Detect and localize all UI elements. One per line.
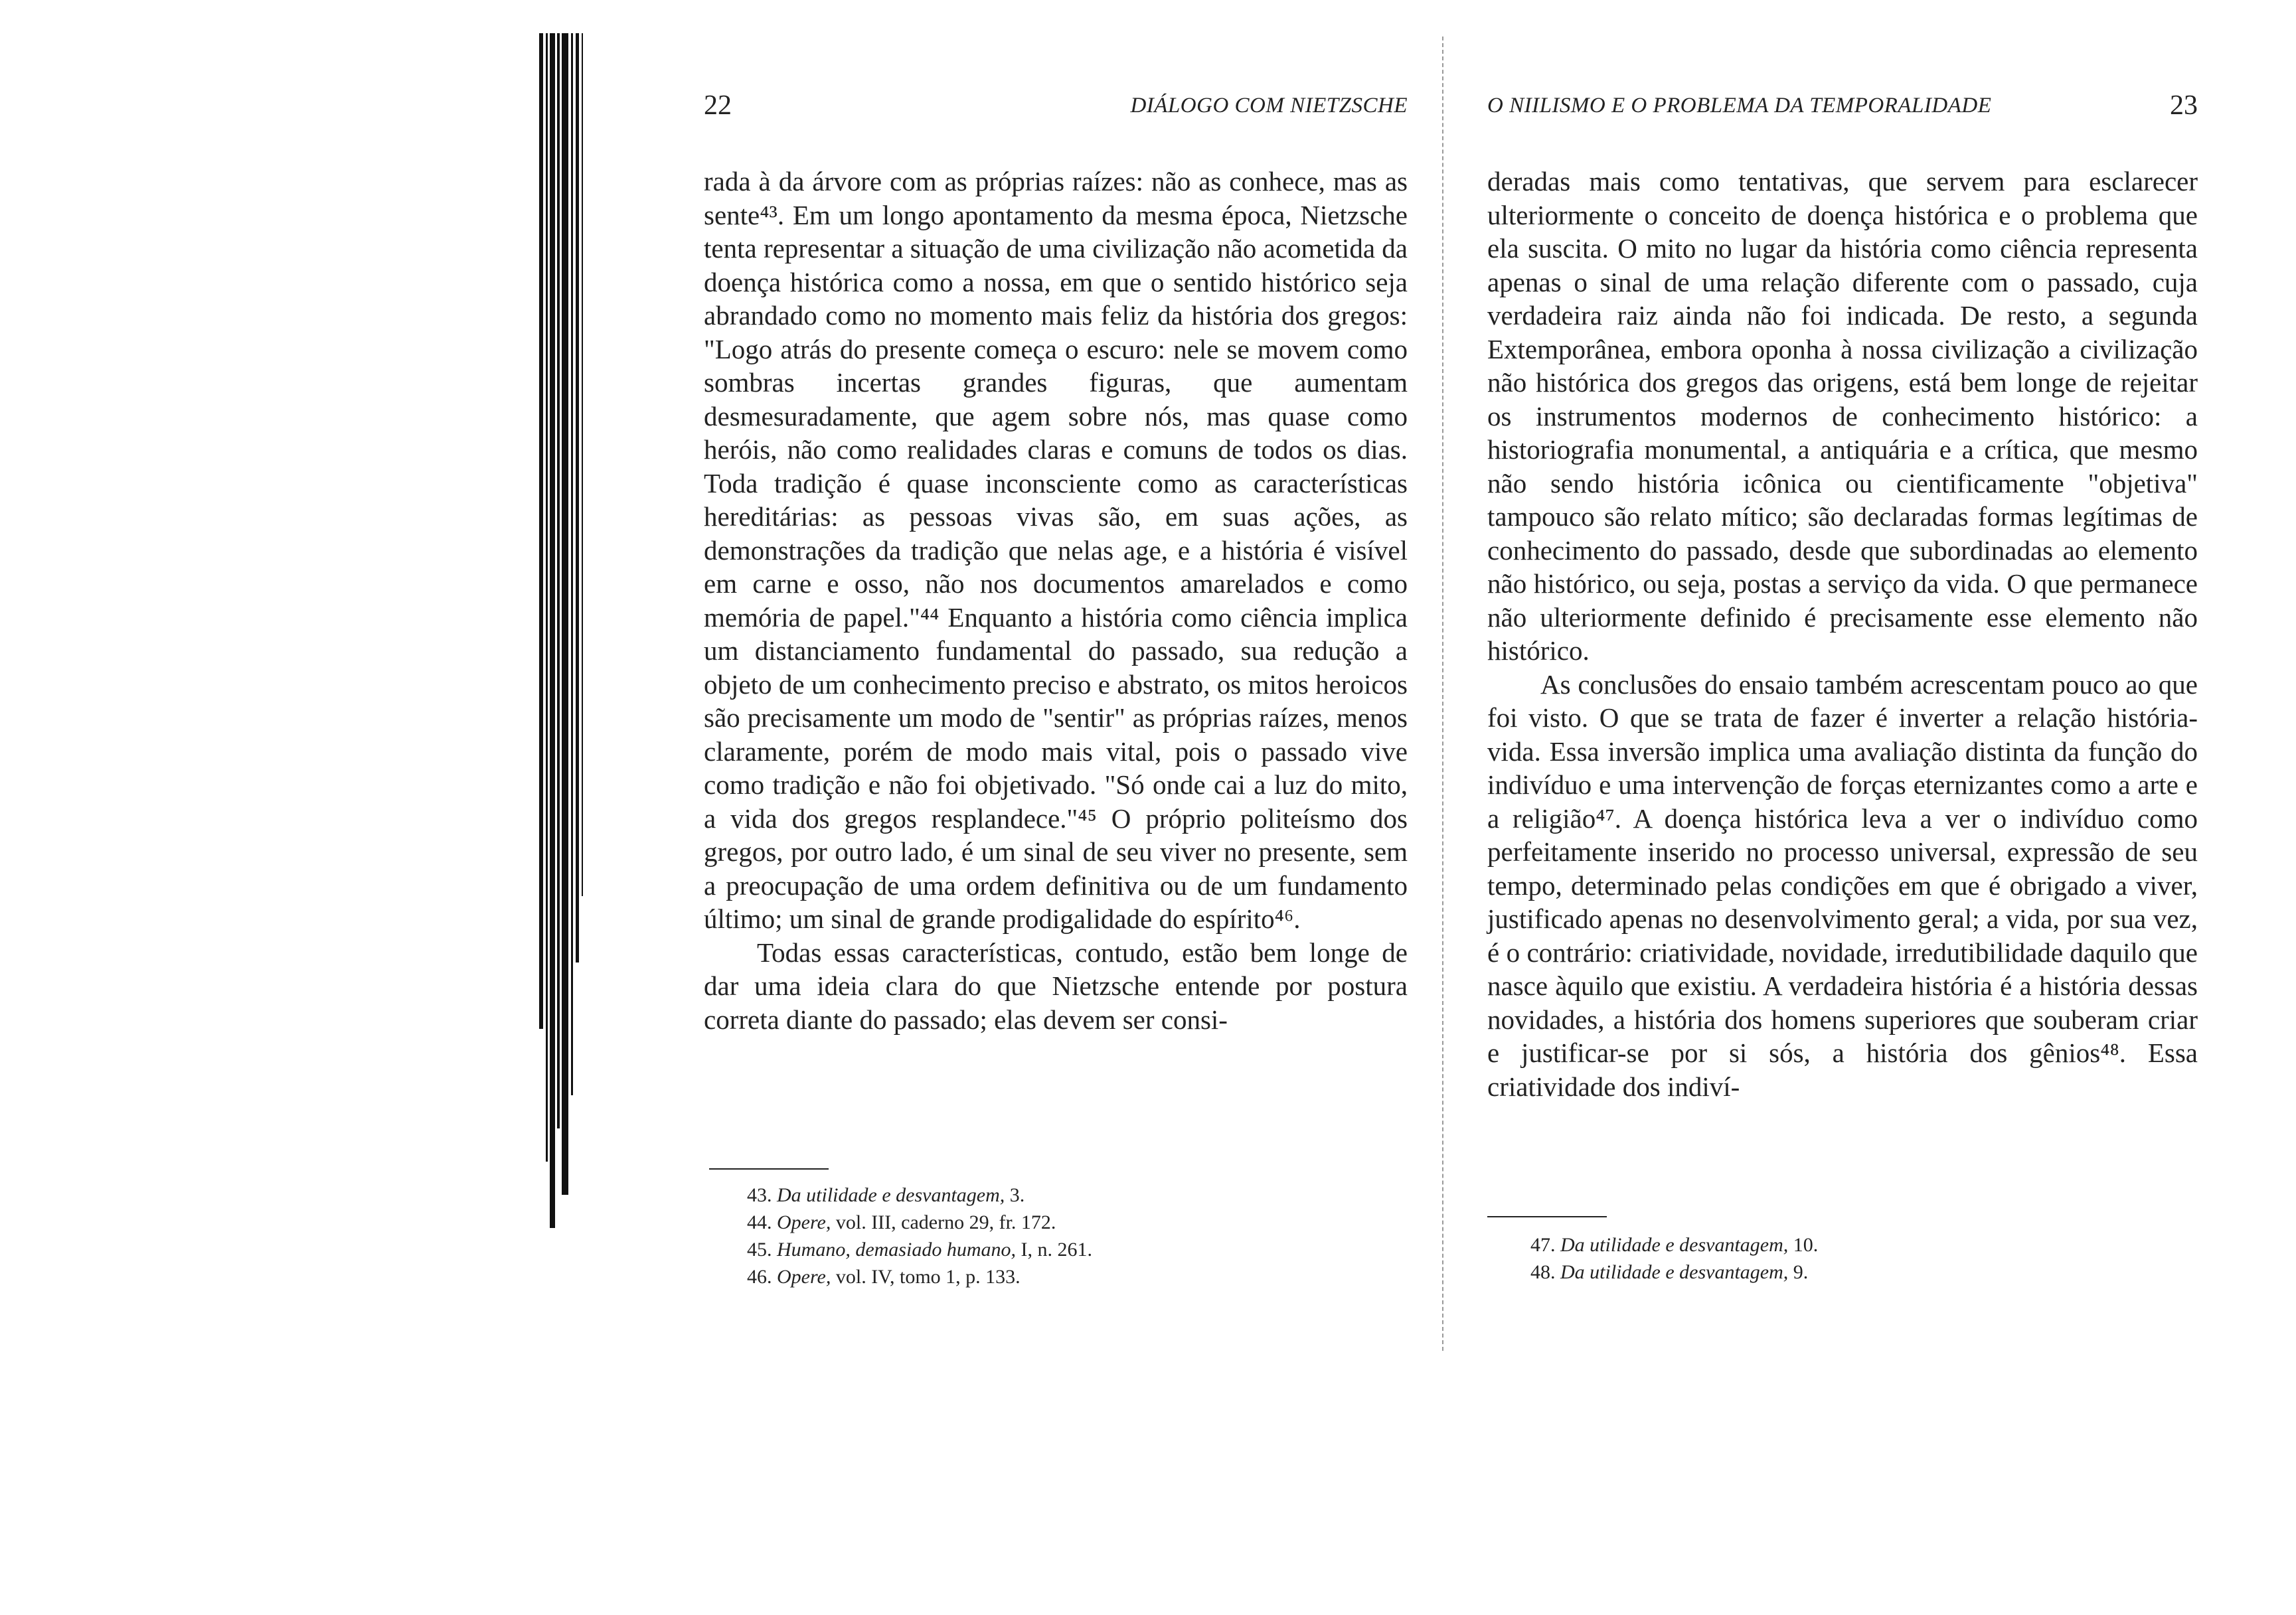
footnote: 43. Da utilidade e desvantagem, 3. — [747, 1184, 1025, 1206]
footnote-rule — [709, 1168, 829, 1170]
left-footnotes — [747, 1182, 1092, 1290]
scan-gutter-shadow — [539, 33, 586, 1294]
footnote: 48. Da utilidade e desvantagem, 9. — [1530, 1261, 1809, 1283]
left-page-header — [704, 90, 1408, 129]
right-footnotes — [1530, 1231, 1818, 1286]
footnote-rule — [1487, 1216, 1607, 1217]
left-page-body — [704, 165, 1408, 1036]
footnote: 47. Da utilidade e desvantagem, 10. — [1530, 1234, 1819, 1256]
paragraph: As conclusões do ensaio também acrescentam pouco ao que foi visto. O que se trata de fazer é inverter a relação história-vida. Essa inversão implica uma avaliação distinta da função do indivíduo e uma intervenção de forças eternizantes como a arte e a religião⁴⁷. A doença histórica leva a ver o indivíduo como perfeitamente inserido no processo universal, expressão de seu tempo, determinado pelas condições em que é obrigado a viver, justificado apenas no desenvolvimento geral; a vida, por sua vez, é o contrário: criatividade, novidade, irredutibilidade daquilo que nasce àquilo que existiu. A verdadeira história é a história dessas novidades, a história dos homens superiores que souberam criar e justificar-se por si sós, a história dos gênios⁴⁸. Essa criatividade dos indiví- — [1487, 668, 2198, 1102]
right-page-number: 23 — [2170, 90, 2198, 121]
footnote: 46. Opere, vol. IV, tomo 1, p. 133. — [747, 1266, 1021, 1288]
paragraph: Todas essas características, contudo, estão bem longe de dar uma ideia clara do que Nietzsche entende por postura correta diante do passado; elas devem ser consi- — [704, 937, 1408, 1035]
footnote: 45. Humano, demasiado humano, I, n. 261. — [747, 1239, 1092, 1261]
left-page-number: 22 — [704, 90, 732, 121]
book-fold-line — [1442, 37, 1443, 1351]
right-page-header — [1487, 90, 2198, 129]
left-running-head: DIÁLOGO COM NIETZSCHE — [1130, 94, 1408, 117]
paragraph: deradas mais como tentativas, que servem para esclarecer ulteriormente o conceito de doença histórica e o problema que ela suscita. O mito no lugar da história como ciência representa apenas o sinal de uma relação diferente com o passado, cuja verdadeira raiz ainda não foi indicada. De resto, a segunda Extemporânea, embora oponha à nossa civilização a civilização não histórica dos gregos das origens, está bem longe de rejeitar os instrumentos modernos de conhecimento histórico: a historiografia monumental, a antiquária e a crítica, que mesmo não sendo história icônica ou cientificamente "objetiva" tampouco são relato mítico; são declaradas formas legítimas de conhecimento do passado, desde que subordinadas ao elemento não histórico, ou seja, postas a serviço da vida. O que permanece não ulteriormente definido é precisamente esse elemento não histórico. — [1487, 166, 2198, 666]
paragraph: rada à da árvore com as próprias raízes: não as conhece, mas as sente⁴³. Em um longo apontamento da mesma época, Nietzsche tenta representar a situação de uma civilização não acometida da doença histórica como a nossa, em que o sentido histórico seja abrandado como no momento mais feliz da história dos gregos: "Logo atrás do presente começa o escuro: nele se movem como sombras incertas grandes figuras, que aumentam desmesuradamente, que agem sobre nós, mas quase como heróis, não como realidades claras e comuns de todos os dias. Toda tradição é quase inconsciente como as características hereditárias: as pessoas vivas são, em suas ações, as demonstrações da tradição que nelas age, e a história é visível em carne e osso, não nos documentos amarelados e como memória de papel."⁴⁴ Enquanto a história como ciência implica um distanciamento fundamental do passado, sua redução a objeto de um conhecimento preciso e abstrato, os mitos heroicos são precisamente um modo de "sentir" as próprias raízes, menos claramente, porém de modo mais vital, pois o passado vive como tradição e não foi objetivado. "Só onde cai a luz do mito, a vida dos gregos resplandece."⁴⁵ O próprio politeísmo dos gregos, por outro lado, é um sinal de seu viver no presente, sem a preocupação de uma ordem definitiva ou de um fundamento último; um sinal de grande prodigalidade do espírito⁴⁶. — [704, 166, 1408, 934]
right-running-head: O NIILISMO E O PROBLEMA DA TEMPORALIDADE — [1487, 94, 1992, 117]
right-page-body — [1487, 165, 2198, 1103]
footnote: 44. Opere, vol. III, caderno 29, fr. 172. — [747, 1211, 1056, 1233]
